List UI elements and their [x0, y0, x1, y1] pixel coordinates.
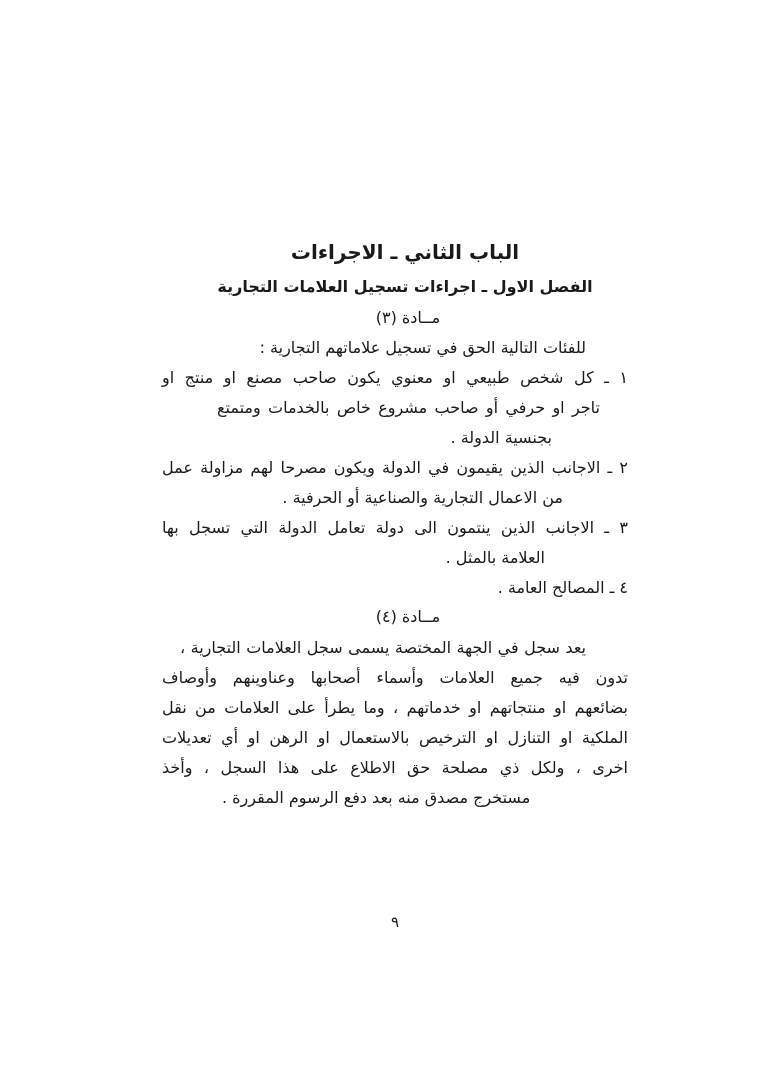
article-3-item-4-line: ٤ ـ المصالح العامة . — [497, 578, 628, 597]
article-3-intro-line: للفئات التالية الحق في تسجيل علاماتهم التجارية : — [259, 338, 586, 357]
section-heading: الفصل الاول ـ اجراءات تسجيل العلامات التجارية — [217, 277, 593, 296]
article-3-heading: مــادة (٣) — [375, 308, 441, 327]
article-4-heading: مــادة (٤) — [375, 607, 441, 626]
article-4-line: يعد سجل في الجهة المختصة يسمى سجل العلامات التجارية ، — [180, 638, 586, 657]
article-3-item-3-line: العلامة بالمثل . — [445, 548, 545, 567]
page-number: ٩ — [390, 913, 400, 931]
article-4-line: مستخرج مصدق منه بعد دفع الرسوم المقررة . — [222, 788, 531, 807]
article-3-item-1-line: بجنسية الدولة . — [450, 428, 552, 447]
article-4-line: تدون فيه جميع العلامات وأسماء أصحابها وعناوينهم وأوصاف — [162, 668, 628, 687]
article-3-item-3-line: ٣ ـ الاجانب الذين ينتمون الى دولة تعامل الدولة التي تسجل بها — [162, 518, 628, 537]
article-3-item-2-line: ٢ ـ الاجانب الذين يقيمون في الدولة ويكون مصرحا لهم مزاولة عمل — [162, 458, 628, 477]
article-3-item-1-line: تاجر او حرفي أو صاحب مشروع خاص بالخدمات ومتمتع — [217, 398, 600, 417]
article-3-item-1-line: ١ ـ كل شخص طبيعي او معنوي يكون صاحب مصنع او منتج او — [162, 368, 628, 387]
chapter-heading: الباب الثاني ـ الاجراءات — [290, 240, 520, 264]
article-3-item-2-line: من الاعمال التجارية والصناعية أو الحرفية . — [282, 488, 563, 507]
article-4-line: الملكية او التنازل او الترخيص بالاستعمال او الرهن او أي تعديلات — [162, 728, 628, 747]
article-4-line: اخرى ، ولكل ذي مصلحة حق الاطلاع على هذا السجل ، وأخذ — [162, 758, 628, 777]
article-4-line: بضائعهم او منتجاتهم او خدماتهم ، وما يطرأ على العلامات من نقل — [162, 698, 628, 717]
